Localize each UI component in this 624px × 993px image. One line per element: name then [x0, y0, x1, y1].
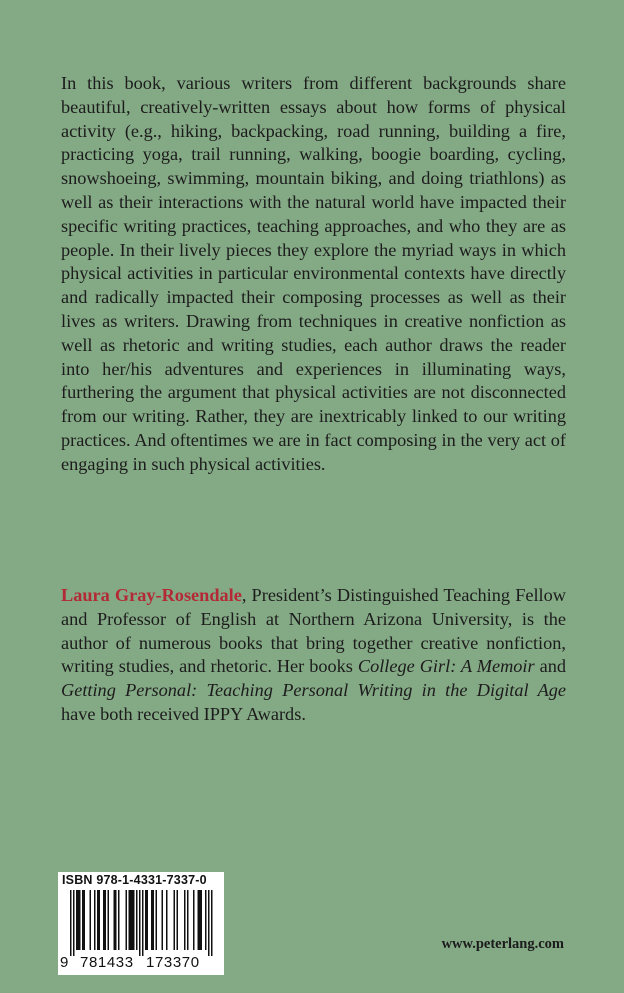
author-name: Laura Gray-Rosendale [61, 585, 242, 605]
barcode-right-digits: 173370 [146, 954, 200, 971]
barcode-bar [193, 890, 195, 950]
barcode-bar [94, 890, 96, 950]
barcode-bar [211, 890, 213, 956]
barcode-bar [84, 890, 86, 950]
barcode-bar [82, 890, 84, 950]
barcode-bar [145, 890, 147, 950]
bio-text-3: have both received IPPY Awards. [61, 703, 306, 724]
barcode-bar [187, 890, 189, 950]
barcode-bar [132, 890, 134, 950]
barcode-left-digits: 781433 [80, 954, 134, 971]
barcode-bar [108, 890, 110, 950]
barcode-bar [177, 890, 179, 950]
barcode-bar [99, 890, 101, 950]
bio-text-1: , President’s Distinguished Teaching Fellow and Professor of English at Northern Arizona University, is the author of numerous books that bring together creative nonfiction, writing studies, and rhetoric. Her books [61, 585, 566, 677]
barcode-bar [129, 890, 131, 950]
barcode-bar [201, 890, 203, 950]
barcode-bar [153, 890, 155, 950]
author-bio [61, 584, 566, 727]
barcode-bar [126, 890, 128, 950]
barcode-bar [103, 890, 105, 950]
bio-text-2: and [534, 656, 566, 677]
barcode-bar [166, 890, 168, 950]
barcode-lead-digit: 9 [60, 954, 69, 971]
barcode-bar [151, 890, 153, 950]
barcode-bar [97, 890, 99, 950]
barcode-bar [156, 890, 158, 950]
book-title-college-girl: College Girl: A Memoir [357, 656, 535, 677]
barcode-bar [198, 890, 200, 950]
publisher-website[interactable]: www.peterlang.com [441, 936, 564, 952]
barcode-bar [79, 890, 81, 950]
barcode-bar [147, 890, 149, 950]
barcode-bar [130, 890, 132, 950]
barcode-bar [208, 890, 210, 956]
barcode-bar [174, 890, 176, 950]
barcode-bar [133, 890, 135, 950]
barcode-bar [184, 890, 186, 950]
barcode-bar [114, 890, 116, 950]
barcode-bar [162, 890, 164, 950]
barcode-bar [136, 890, 138, 950]
barcode-bar [199, 890, 201, 950]
barcode-bar [76, 890, 78, 950]
isbn-barcode [58, 872, 224, 975]
barcode-bars [58, 890, 224, 956]
barcode-bar [105, 890, 107, 950]
barcode-bar [70, 890, 72, 956]
barcode-bar [78, 890, 80, 950]
barcode-bar [73, 890, 75, 956]
barcode-bar [90, 890, 92, 950]
book-description: In this book, various writers from different backgrounds share beautiful, creatively-written essays about how forms of physical activity (e.g., hiking, backpacking, road running, building a fire, practicing yoga, trail running, walking, boogie boarding, cycling, snowshoeing, swimming, mountain biking, and doing triathlons) as well as their interactions with the natural world have impacted their specific writing practices, teaching approaches, and who they are as people. In their lively pieces they explore the myriad ways in which physical activities in particular environmental contexts have directly and radically impacted their composing processes as well as their lives as writers. Drawing from techniques in creative nonfiction as well as rhetoric and writing studies, each author draws the reader into her/his adventures and experiences in illuminating ways, furthering the argument that physical activities are not disconnected from our writing. Rather, they are inextricably linked to our writing practices. And oftentimes we are in fact composing in the very act of engaging in such physical activities. [61, 73, 566, 474]
barcode-bar [118, 890, 120, 950]
barcode-bar [205, 890, 207, 950]
book-title-getting-personal: Getting Personal: Teaching Personal Writing in the Digital Age [61, 680, 566, 701]
barcode-bar [115, 890, 117, 950]
barcode-bar [142, 890, 144, 956]
isbn-label: ISBN 978-1-4331-7337-0 [62, 873, 207, 887]
barcode-bar [139, 890, 141, 956]
